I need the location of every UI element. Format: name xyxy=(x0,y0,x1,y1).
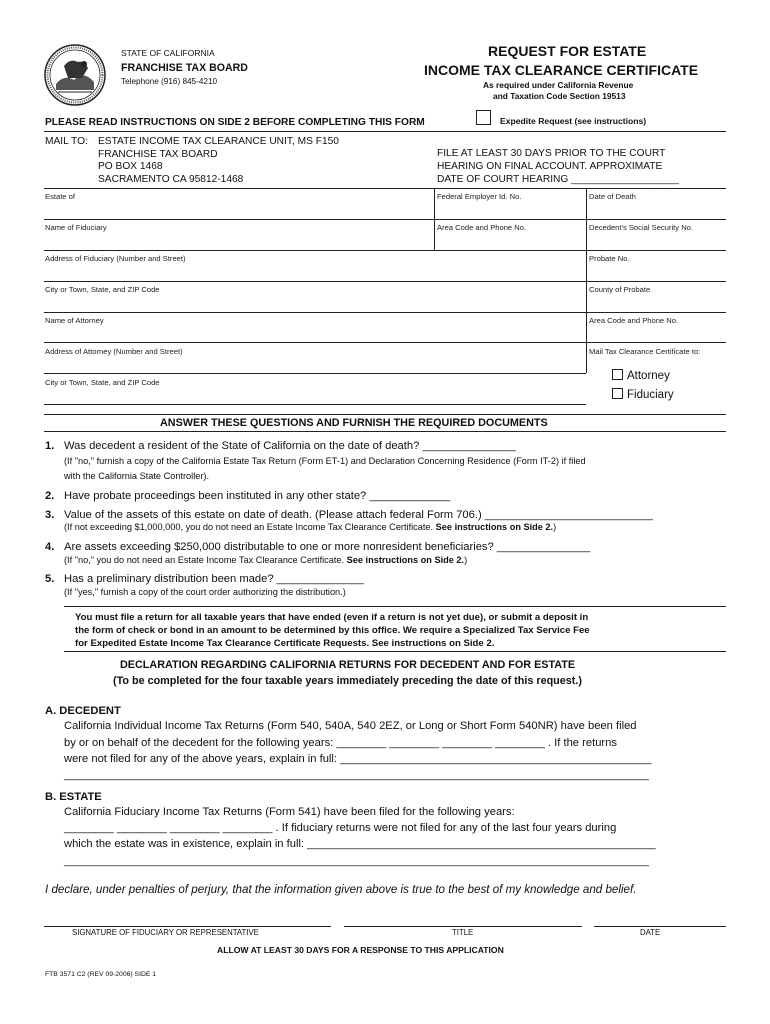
attorney-checkbox[interactable] xyxy=(612,369,623,380)
attorney-city-field[interactable]: City or Town, State, and ZIP Code xyxy=(45,378,160,387)
declaration-subheading: (To be completed for the four taxable years immediately preceding the date of this request.) xyxy=(113,675,582,687)
divider xyxy=(44,431,726,432)
question-4-number: 4. xyxy=(45,541,55,553)
attorney-name-field[interactable]: Name of Attorney xyxy=(45,316,104,325)
agency-telephone: Telephone (916) 845-4210 xyxy=(121,77,218,86)
decedent-ssn-field[interactable]: Decedent's Social Security No. xyxy=(589,223,694,232)
declaration-heading: DECLARATION REGARDING CALIFORNIA RETURNS FOR DECEDENT AND FOR ESTATE xyxy=(120,659,576,671)
fein-field[interactable]: Federal Employer Id. No. xyxy=(437,192,522,201)
fiduciary-address-field[interactable]: Address of Fiduciary (Number and Street) xyxy=(45,254,186,263)
question-1-note-1: (If "no," furnish a copy of the California Estate Tax Return (Form ET-1) and Declaration Concerning Residence (Form IT-2) if filed xyxy=(64,456,586,466)
question-3-number: 3. xyxy=(45,509,55,521)
form-title-line1: REQUEST FOR ESTATE xyxy=(488,43,647,59)
notice-line1: You must file a return for all taxable years that have ended (even if a return is not yet due), or submit a deposit in xyxy=(75,612,589,623)
notice-line3: for Expedited Estate Income Tax Clearance Certificate Requests. See instructions on Side 2. xyxy=(75,638,495,649)
title-label: TITLE xyxy=(452,928,474,937)
file-note-line1: FILE AT LEAST 30 DAYS PRIOR TO THE COURT xyxy=(437,148,666,159)
decedent-years-field[interactable]: by or on behalf of the decedent for the following years: ________ ________ ________ ________ . If the returns xyxy=(64,737,617,749)
question-5-note: (If "yes," furnish a copy of the court order authorizing the distribution.) xyxy=(64,587,346,597)
mail-to-line1: ESTATE INCOME TAX CLEARANCE UNIT, MS F150 xyxy=(98,136,339,147)
fiduciary-city-field[interactable]: City or Town, State, and ZIP Code xyxy=(45,285,160,294)
attorney-option-label: Attorney xyxy=(627,370,670,382)
agency-name: FRANCHISE TAX BOARD xyxy=(121,62,248,74)
fiduciary-option-label: Fiduciary xyxy=(627,389,674,401)
county-of-probate-field[interactable]: County of Probate xyxy=(589,285,651,294)
signature-label: SIGNATURE OF FIDUCIARY OR REPRESENTATIVE xyxy=(72,928,259,937)
probate-no-field[interactable]: Probate No. xyxy=(589,254,630,263)
date-of-death-field[interactable]: Date of Death xyxy=(589,192,636,201)
field-line xyxy=(44,342,726,343)
mail-to-line4: SACRAMENTO CA 95812-1468 xyxy=(98,174,244,185)
mail-certificate-to-label: Mail Tax Clearance Certificate to: xyxy=(589,347,701,356)
field-line xyxy=(44,312,726,313)
divider xyxy=(64,606,726,607)
divider xyxy=(44,414,726,415)
question-2[interactable]: Have probate proceedings been instituted in any other state? _____________ xyxy=(64,490,451,502)
question-3[interactable]: Value of the assets of this estate on date of death. (Please attach federal Form 706.) ___________________________ xyxy=(64,509,653,521)
divider xyxy=(44,188,726,189)
form-title-line2: INCOME TAX CLEARANCE CERTIFICATE xyxy=(424,62,699,78)
fiduciary-name-field[interactable]: Name of Fiduciary xyxy=(45,223,107,232)
estate-years-field[interactable]: ________ ________ ________ ________ . If fiduciary returns were not filed for any of the last four years during xyxy=(64,822,617,834)
response-time-note: ALLOW AT LEAST 30 DAYS FOR A RESPONSE TO THIS APPLICATION xyxy=(217,945,504,955)
attorney-phone-field[interactable]: Area Code and Phone No. xyxy=(589,316,679,325)
question-3-note: (If not exceeding $1,000,000, you do not need an Estate Income Tax Clearance Certificate. See instructions on Side 2.) xyxy=(64,522,557,532)
title-field[interactable] xyxy=(344,926,582,927)
date-label: DATE xyxy=(640,928,661,937)
expedite-checkbox[interactable] xyxy=(476,110,491,125)
mail-to-line3: PO BOX 1468 xyxy=(98,161,163,172)
field-line xyxy=(44,219,726,220)
estate-explanation-continued[interactable]: ______________________________________________________________________________________________ xyxy=(64,855,649,867)
section-a-line1: California Individual Income Tax Returns (Form 540, 540A, 540 2EZ, or Long or Short Form 540NR) have been filed xyxy=(64,720,637,732)
fiduciary-checkbox[interactable] xyxy=(612,388,623,399)
authority-line1: As required under California Revenue xyxy=(483,80,634,90)
estate-explanation-field[interactable]: which the estate was in existence, explain in full: ________________________________________________________ xyxy=(64,838,656,850)
question-1-number: 1. xyxy=(45,440,55,452)
questions-heading: ANSWER THESE QUESTIONS AND FURNISH THE REQUIRED DOCUMENTS xyxy=(160,417,548,429)
decedent-explanation-continued[interactable]: ______________________________________________________________________________________________ xyxy=(64,769,649,781)
mail-to-line2: FRANCHISE TAX BOARD xyxy=(98,149,218,160)
section-b-line1: California Fiduciary Income Tax Returns (Form 541) have been filed for the following years: xyxy=(64,806,515,818)
section-a-title: A. DECEDENT xyxy=(45,705,121,717)
field-line xyxy=(44,373,586,374)
mail-to-label: MAIL TO: xyxy=(45,136,88,147)
notice-line2: the form of check or bond in an amount to be determined by this office. We require a Specialized Tax Service Fee xyxy=(75,625,590,636)
question-2-number: 2. xyxy=(45,490,55,502)
divider xyxy=(44,131,726,132)
estate-of-field[interactable]: Estate of xyxy=(45,192,75,201)
perjury-statement: I declare, under penalties of perjury, that the information given above is true to the best of my knowledge and belief. xyxy=(45,883,637,896)
court-hearing-date-field[interactable]: DATE OF COURT HEARING ___________________ xyxy=(437,174,679,185)
signature-field[interactable] xyxy=(44,926,331,927)
instructions-note: PLEASE READ INSTRUCTIONS ON SIDE 2 BEFORE COMPLETING THIS FORM xyxy=(45,117,425,128)
field-line xyxy=(44,250,726,251)
state-name: STATE OF CALIFORNIA xyxy=(121,48,215,58)
field-line xyxy=(44,281,726,282)
field-line xyxy=(44,404,586,405)
question-1-note-2: with the California State Controller). xyxy=(64,471,210,481)
question-4-note: (If "no," you do not need an Estate Income Tax Clearance Certificate. See instructions on Side 2.) xyxy=(64,555,468,565)
question-5[interactable]: Has a preliminary distribution been made? ______________ xyxy=(64,573,364,585)
question-1[interactable]: Was decedent a resident of the State of California on the date of death? _______________ xyxy=(64,440,516,452)
section-b-title: B. ESTATE xyxy=(45,791,102,803)
question-5-number: 5. xyxy=(45,573,55,585)
state-seal-logo xyxy=(44,44,106,106)
fiduciary-phone-field[interactable]: Area Code and Phone No. xyxy=(437,223,527,232)
file-note-line2: HEARING ON FINAL ACCOUNT. APPROXIMATE xyxy=(437,161,663,172)
divider xyxy=(64,651,726,652)
attorney-address-field[interactable]: Address of Attorney (Number and Street) xyxy=(45,347,183,356)
expedite-label: Expedite Request (see instructions) xyxy=(500,116,647,126)
decedent-explanation-field[interactable]: were not filed for any of the above years, explain in full: __________________________________________________ xyxy=(64,753,652,765)
form-identifier: FTB 3571 C2 (REV 09-2006) SIDE 1 xyxy=(45,971,157,978)
date-field[interactable] xyxy=(594,926,726,927)
authority-line2: and Taxation Code Section 19513 xyxy=(493,91,626,101)
question-4[interactable]: Are assets exceeding $250,000 distributable to one or more nonresident beneficiaries? _______________ xyxy=(64,541,591,553)
